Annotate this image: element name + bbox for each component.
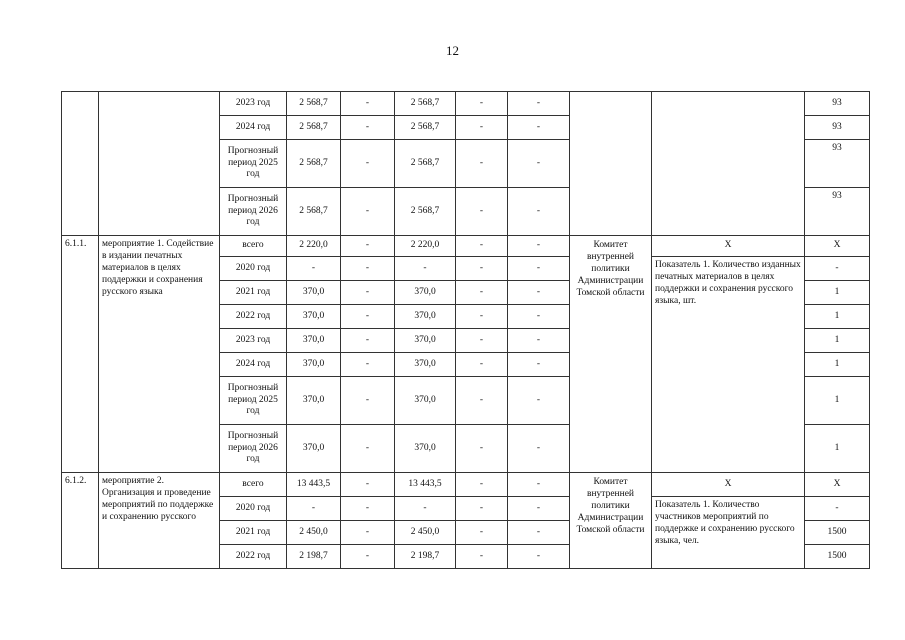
year-cell: 2022 год bbox=[220, 305, 287, 329]
loc-cell: - bbox=[456, 257, 508, 281]
value-cell: Х bbox=[805, 473, 870, 497]
loc-cell: - bbox=[456, 521, 508, 545]
total-cell: 370,0 bbox=[287, 425, 341, 473]
item-number: 6.1.1. bbox=[62, 236, 99, 473]
fed-cell: - bbox=[341, 116, 395, 140]
fed-cell: - bbox=[341, 257, 395, 281]
total-cell: 2 568,7 bbox=[287, 188, 341, 236]
other-cell: - bbox=[508, 188, 570, 236]
item-name: мероприятие 1. Содействие в издании печатных материалов в целях поддержки и сохранения русского языка bbox=[99, 236, 220, 473]
reg-cell: - bbox=[395, 257, 456, 281]
year-cell: 2023 год bbox=[220, 329, 287, 353]
year-cell: 2024 год bbox=[220, 353, 287, 377]
total-cell: 2 220,0 bbox=[287, 236, 341, 257]
loc-cell: - bbox=[456, 545, 508, 569]
year-cell: 2020 год bbox=[220, 257, 287, 281]
num-cell bbox=[62, 92, 99, 236]
value-cell: 1 bbox=[805, 305, 870, 329]
reg-cell: 2 568,7 bbox=[395, 116, 456, 140]
loc-cell: - bbox=[456, 188, 508, 236]
value-cell: 1500 bbox=[805, 545, 870, 569]
reg-cell: 370,0 bbox=[395, 377, 456, 425]
value-cell: Х bbox=[805, 236, 870, 257]
fed-cell: - bbox=[341, 353, 395, 377]
fed-cell: - bbox=[341, 329, 395, 353]
reg-cell: - bbox=[395, 497, 456, 521]
year-cell: Прогнозный период 2026 год bbox=[220, 425, 287, 473]
fed-cell: - bbox=[341, 545, 395, 569]
fed-cell: - bbox=[341, 521, 395, 545]
year-cell: Прогнозный период 2025 год bbox=[220, 377, 287, 425]
total-cell: - bbox=[287, 257, 341, 281]
year-cell: 2020 год bbox=[220, 497, 287, 521]
loc-cell: - bbox=[456, 425, 508, 473]
total-cell: 2 198,7 bbox=[287, 545, 341, 569]
executor: Комитет внутренней политики Администрации Томской области bbox=[570, 236, 652, 473]
indicator-x: Х bbox=[652, 473, 805, 497]
reg-cell: 2 568,7 bbox=[395, 92, 456, 116]
reg-cell: 13 443,5 bbox=[395, 473, 456, 497]
other-cell: - bbox=[508, 281, 570, 305]
year-cell: 2024 год bbox=[220, 116, 287, 140]
loc-cell: - bbox=[456, 305, 508, 329]
loc-cell: - bbox=[456, 281, 508, 305]
reg-cell: 2 450,0 bbox=[395, 521, 456, 545]
table-row bbox=[62, 473, 870, 497]
indicator-text: Показатель 1. Количество участников мероприятий по поддержке и сохранению русского языка, чел. bbox=[652, 497, 805, 569]
reg-cell: 370,0 bbox=[395, 353, 456, 377]
year-cell: 2023 год bbox=[220, 92, 287, 116]
total-cell: 2 568,7 bbox=[287, 92, 341, 116]
loc-cell: - bbox=[456, 353, 508, 377]
other-cell: - bbox=[508, 92, 570, 116]
total-cell: 2 450,0 bbox=[287, 521, 341, 545]
value-cell: 1 bbox=[805, 425, 870, 473]
page-number: 12 bbox=[446, 43, 459, 58]
fed-cell: - bbox=[341, 377, 395, 425]
other-cell: - bbox=[508, 353, 570, 377]
fed-cell: - bbox=[341, 281, 395, 305]
fed-cell: - bbox=[341, 473, 395, 497]
other-cell: - bbox=[508, 236, 570, 257]
other-cell: - bbox=[508, 497, 570, 521]
reg-cell: 2 568,7 bbox=[395, 140, 456, 188]
total-cell: 2 568,7 bbox=[287, 140, 341, 188]
year-cell: всего bbox=[220, 236, 287, 257]
value-cell: - bbox=[805, 257, 870, 281]
other-cell: - bbox=[508, 257, 570, 281]
total-cell: 370,0 bbox=[287, 281, 341, 305]
year-cell: всего bbox=[220, 473, 287, 497]
loc-cell: - bbox=[456, 140, 508, 188]
item-number: 6.1.2. bbox=[62, 473, 99, 569]
total-cell: 370,0 bbox=[287, 353, 341, 377]
reg-cell: 2 220,0 bbox=[395, 236, 456, 257]
total-cell: - bbox=[287, 497, 341, 521]
year-cell: 2021 год bbox=[220, 281, 287, 305]
other-cell: - bbox=[508, 377, 570, 425]
reg-cell: 2 568,7 bbox=[395, 188, 456, 236]
other-cell: - bbox=[508, 329, 570, 353]
other-cell: - bbox=[508, 425, 570, 473]
total-cell: 370,0 bbox=[287, 377, 341, 425]
year-cell: 2022 год bbox=[220, 545, 287, 569]
value-cell: 1 bbox=[805, 377, 870, 425]
executor: Комитет внутренней политики Администрации Томской области bbox=[570, 473, 652, 569]
fed-cell: - bbox=[341, 425, 395, 473]
table-body bbox=[62, 92, 870, 569]
value-cell: 1500 bbox=[805, 521, 870, 545]
fed-cell: - bbox=[341, 497, 395, 521]
other-cell: - bbox=[508, 116, 570, 140]
fed-cell: - bbox=[341, 140, 395, 188]
table-row bbox=[62, 92, 870, 116]
loc-cell: - bbox=[456, 497, 508, 521]
other-cell: - bbox=[508, 140, 570, 188]
value-cell: 1 bbox=[805, 353, 870, 377]
value-cell: 93 bbox=[805, 92, 870, 116]
name-cell bbox=[99, 92, 220, 236]
other-cell: - bbox=[508, 305, 570, 329]
loc-cell: - bbox=[456, 377, 508, 425]
other-cell: - bbox=[508, 521, 570, 545]
value-cell: 93 bbox=[805, 188, 870, 236]
reg-cell: 370,0 bbox=[395, 281, 456, 305]
year-cell: Прогнозный период 2025 год bbox=[220, 140, 287, 188]
loc-cell: - bbox=[456, 329, 508, 353]
value-cell: - bbox=[805, 497, 870, 521]
loc-cell: - bbox=[456, 473, 508, 497]
value-cell: 93 bbox=[805, 140, 870, 188]
loc-cell: - bbox=[456, 236, 508, 257]
fed-cell: - bbox=[341, 305, 395, 329]
total-cell: 2 568,7 bbox=[287, 116, 341, 140]
fed-cell: - bbox=[341, 92, 395, 116]
indicator-text: Показатель 1. Количество изданных печатных материалов в целях поддержки и сохранения русского языка, шт. bbox=[652, 257, 805, 473]
funding-table bbox=[61, 91, 870, 569]
fed-cell: - bbox=[341, 188, 395, 236]
value-cell: 1 bbox=[805, 281, 870, 305]
item-name: мероприятие 2. Организация и проведение мероприятий по поддержке и сохранению русского bbox=[99, 473, 220, 569]
year-cell: 2021 год bbox=[220, 521, 287, 545]
reg-cell: 370,0 bbox=[395, 329, 456, 353]
loc-cell: - bbox=[456, 116, 508, 140]
total-cell: 370,0 bbox=[287, 305, 341, 329]
reg-cell: 2 198,7 bbox=[395, 545, 456, 569]
indicator-x: Х bbox=[652, 236, 805, 257]
loc-cell: - bbox=[456, 92, 508, 116]
year-cell: Прогнозный период 2026 год bbox=[220, 188, 287, 236]
value-cell: 93 bbox=[805, 116, 870, 140]
reg-cell: 370,0 bbox=[395, 305, 456, 329]
table-row bbox=[62, 236, 870, 257]
total-cell: 13 443,5 bbox=[287, 473, 341, 497]
indicator-cell bbox=[652, 92, 805, 236]
fed-cell: - bbox=[341, 236, 395, 257]
value-cell: 1 bbox=[805, 329, 870, 353]
reg-cell: 370,0 bbox=[395, 425, 456, 473]
executor-cell bbox=[570, 92, 652, 236]
total-cell: 370,0 bbox=[287, 329, 341, 353]
other-cell: - bbox=[508, 473, 570, 497]
other-cell: - bbox=[508, 545, 570, 569]
